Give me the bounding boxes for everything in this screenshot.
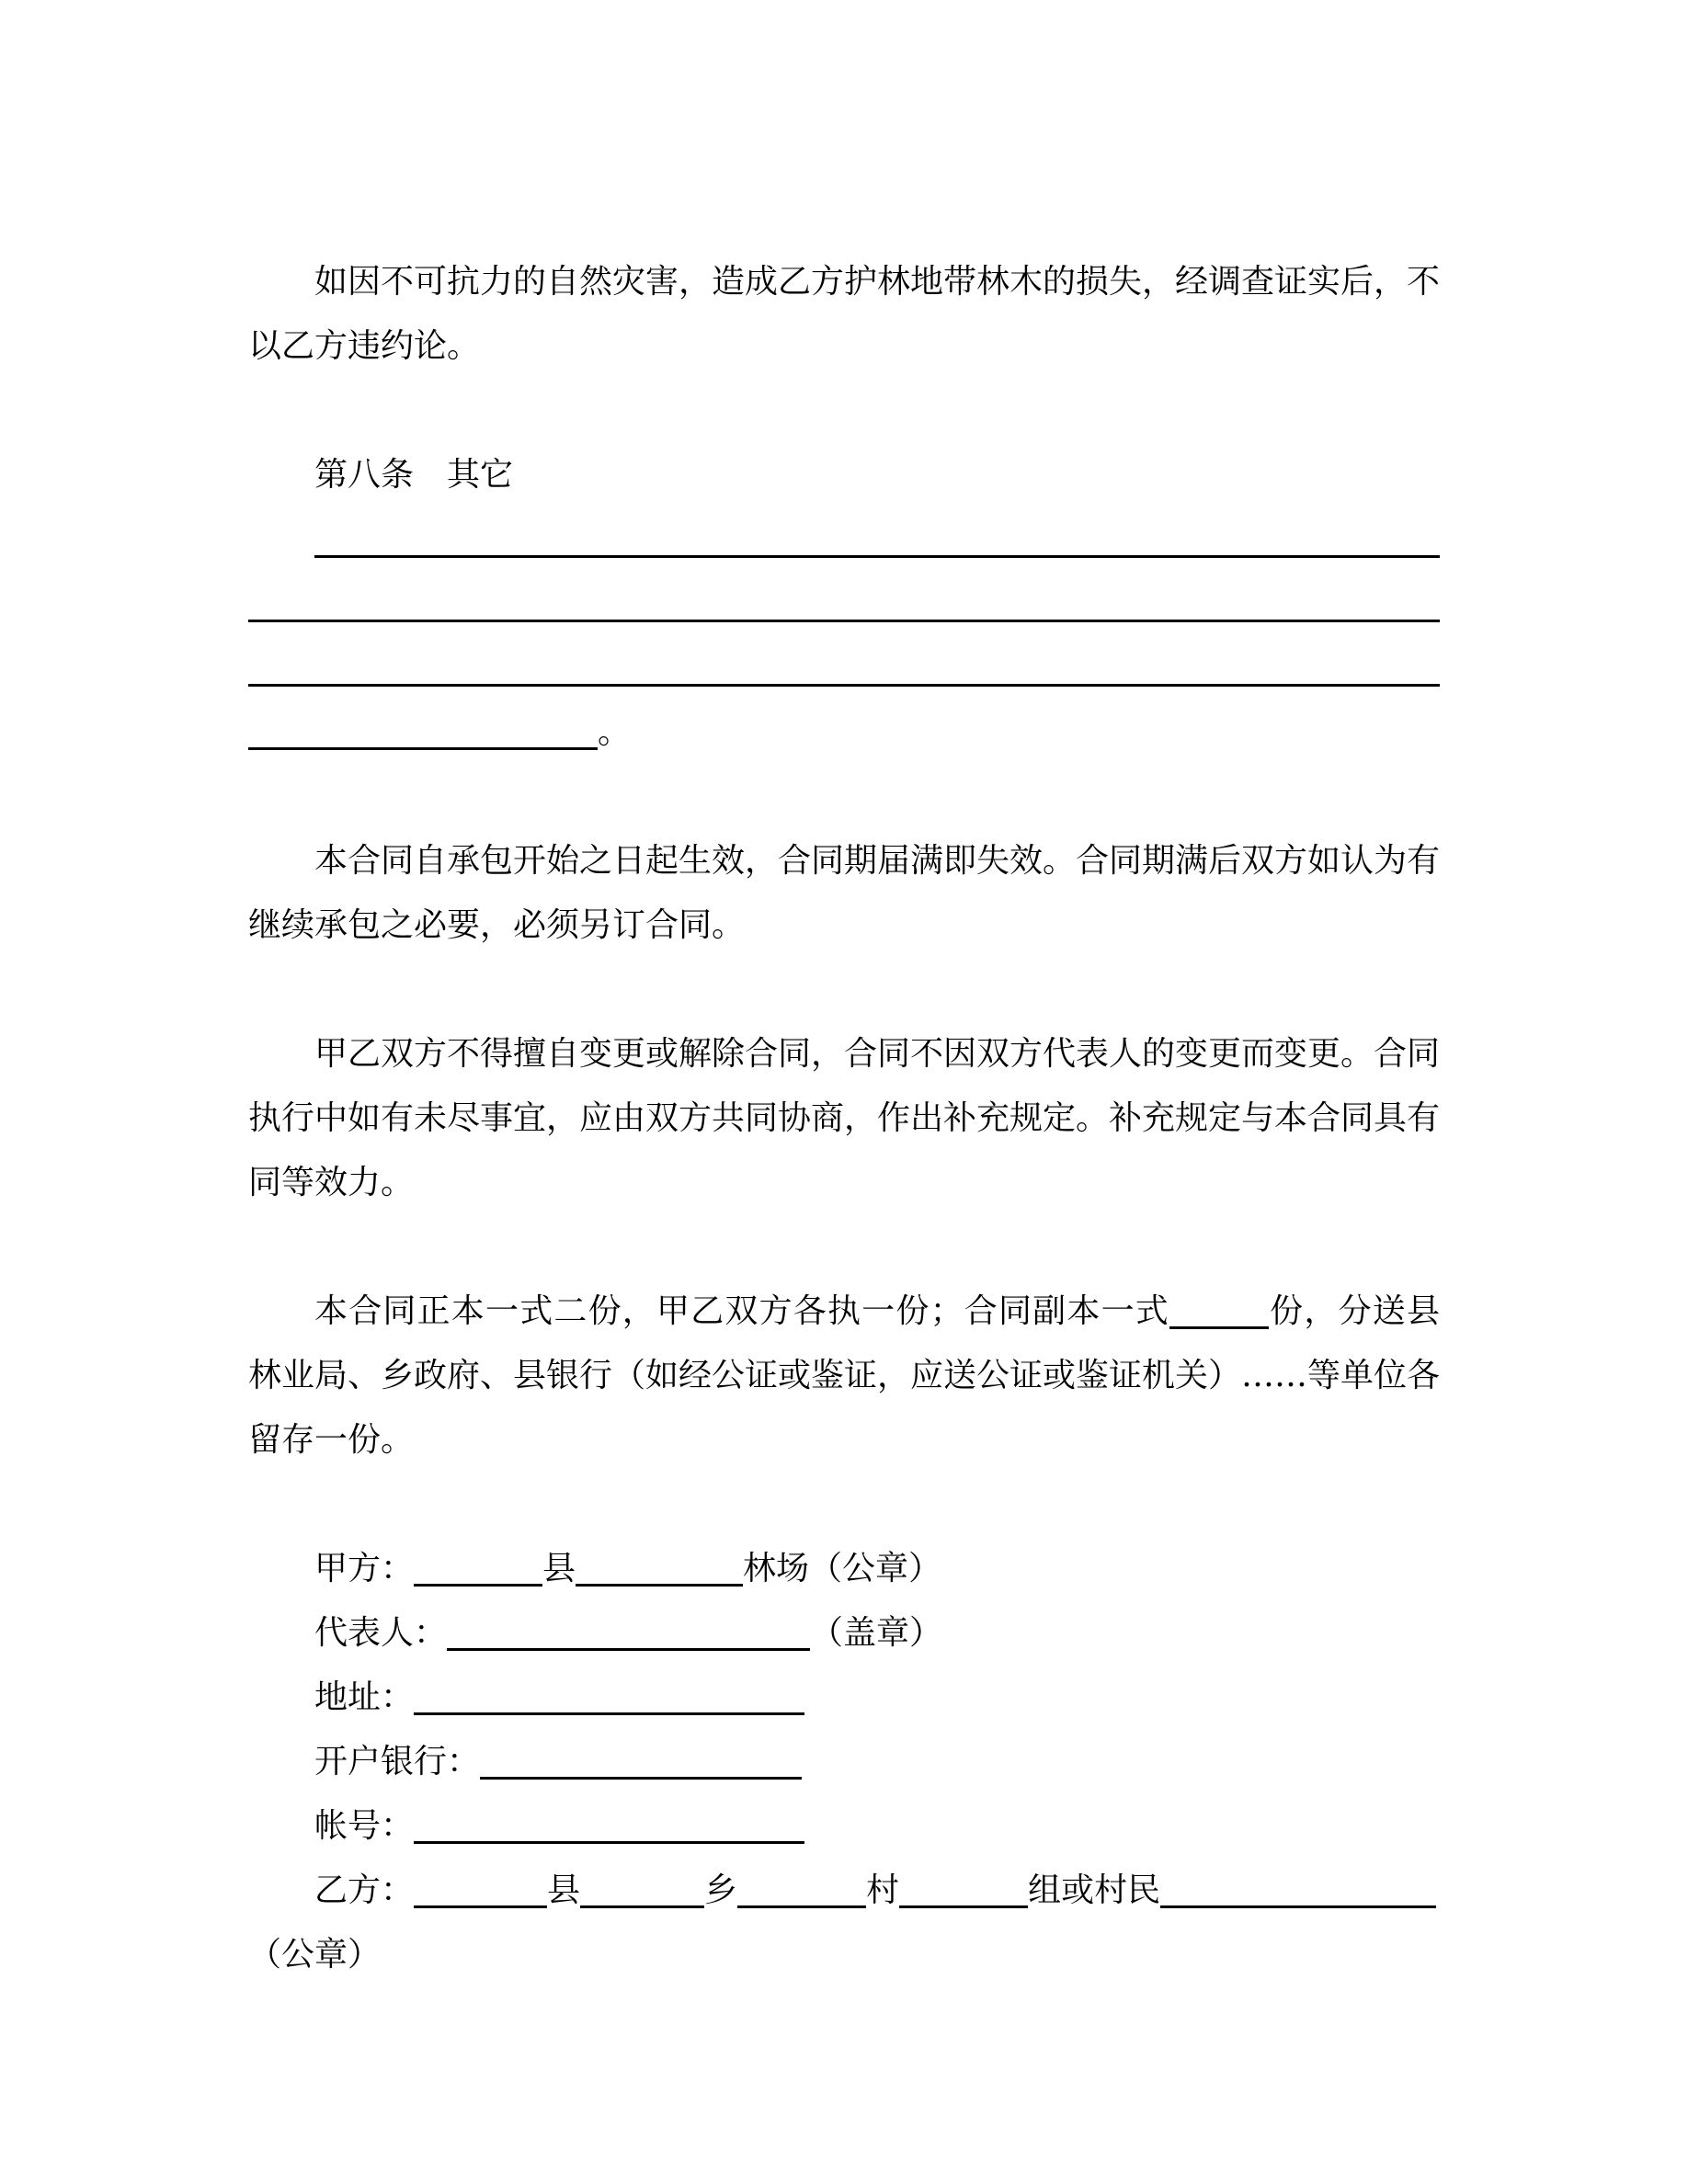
representative-line <box>248 1601 1440 1666</box>
blank-rule <box>248 620 1440 622</box>
party-a-label: 甲方： <box>314 1550 415 1587</box>
copies-text-before: 本合同正本一式二份，甲乙双方各执一份；合同副本一式 <box>314 1292 1169 1330</box>
spacer <box>248 765 1440 829</box>
bank-label: 开户银行： <box>314 1743 481 1780</box>
paragraph-force-majeure: 如因不可抗力的自然灾害，造成乙方护林地带林木的损失，经调查证实后，不以乙方违约论。 <box>248 263 1441 365</box>
spacer <box>248 958 1440 1022</box>
address-line <box>248 1666 1440 1730</box>
copies-text-after: 份，分送县林业局、乡政府、县银行（如经公证或鉴证，应送公证或鉴证机关）……等单位各留存一份。 <box>248 1292 1441 1459</box>
paragraph-copies <box>248 1280 1440 1473</box>
fill-in-line-1 <box>248 507 1440 572</box>
blank-rule <box>248 747 598 750</box>
address-blank <box>414 1712 804 1715</box>
bank-line <box>248 1730 1440 1794</box>
contract-page <box>248 250 1440 1987</box>
party-b-village-blank <box>737 1905 866 1908</box>
party-a-farm-blank <box>576 1584 743 1587</box>
party-b-group-suffix: 组或村民 <box>1028 1871 1161 1909</box>
party-b-township-blank <box>580 1905 704 1908</box>
representative-seal-suffix: （盖章） <box>810 1614 943 1652</box>
paragraph-validity: 本合同自承包开始之日起生效，合同期届满即失效。合同期满后双方如认为有继续承包之必要，必须另订合同。 <box>248 842 1441 944</box>
party-a-county-blank <box>414 1584 542 1587</box>
account-line <box>248 1794 1440 1859</box>
fill-in-line-3 <box>248 636 1440 700</box>
party-b-line <box>248 1859 1440 1923</box>
party-b-seal-line <box>248 1923 1440 1987</box>
article8-heading: 第八条 其它 <box>314 456 514 494</box>
representative-name-blank <box>447 1648 810 1651</box>
bank-blank <box>480 1777 802 1780</box>
party-a-farm-suffix: 林场（公章） <box>743 1550 942 1587</box>
party-b-village-suffix: 村 <box>866 1871 900 1909</box>
representative-label: 代表人： <box>314 1614 448 1652</box>
party-b-name-blank <box>1160 1905 1436 1908</box>
address-label: 地址： <box>314 1678 415 1716</box>
account-blank <box>414 1841 804 1844</box>
spacer <box>248 1215 1440 1280</box>
party-b-county-suffix: 县 <box>547 1871 581 1909</box>
party-a-line <box>248 1537 1440 1601</box>
spacer <box>248 1473 1440 1537</box>
party-b-group-blank <box>899 1905 1028 1908</box>
party-a-county-suffix: 县 <box>542 1550 576 1587</box>
copies-count-blank <box>1169 1326 1269 1329</box>
paragraph-modification: 甲乙双方不得擅自变更或解除合同，合同不因双方代表人的变更而变更。合同执行中如有未尽事宜，应由双方共同协商，作出补充规定。补充规定与本合同具有同等效力。 <box>248 1035 1441 1201</box>
blank-rule <box>248 684 1440 687</box>
blank-rule <box>314 555 1440 558</box>
party-b-county-blank <box>414 1905 547 1908</box>
period-after-blank: 。 <box>598 713 632 751</box>
fill-in-line-2 <box>248 572 1440 636</box>
fill-in-line-4 <box>248 700 1440 765</box>
party-b-township-suffix: 乡 <box>704 1871 738 1909</box>
account-label: 帐号： <box>314 1807 415 1845</box>
spacer <box>248 379 1440 443</box>
party-b-label: 乙方： <box>314 1871 415 1909</box>
party-b-seal: （公章） <box>248 1936 382 1974</box>
